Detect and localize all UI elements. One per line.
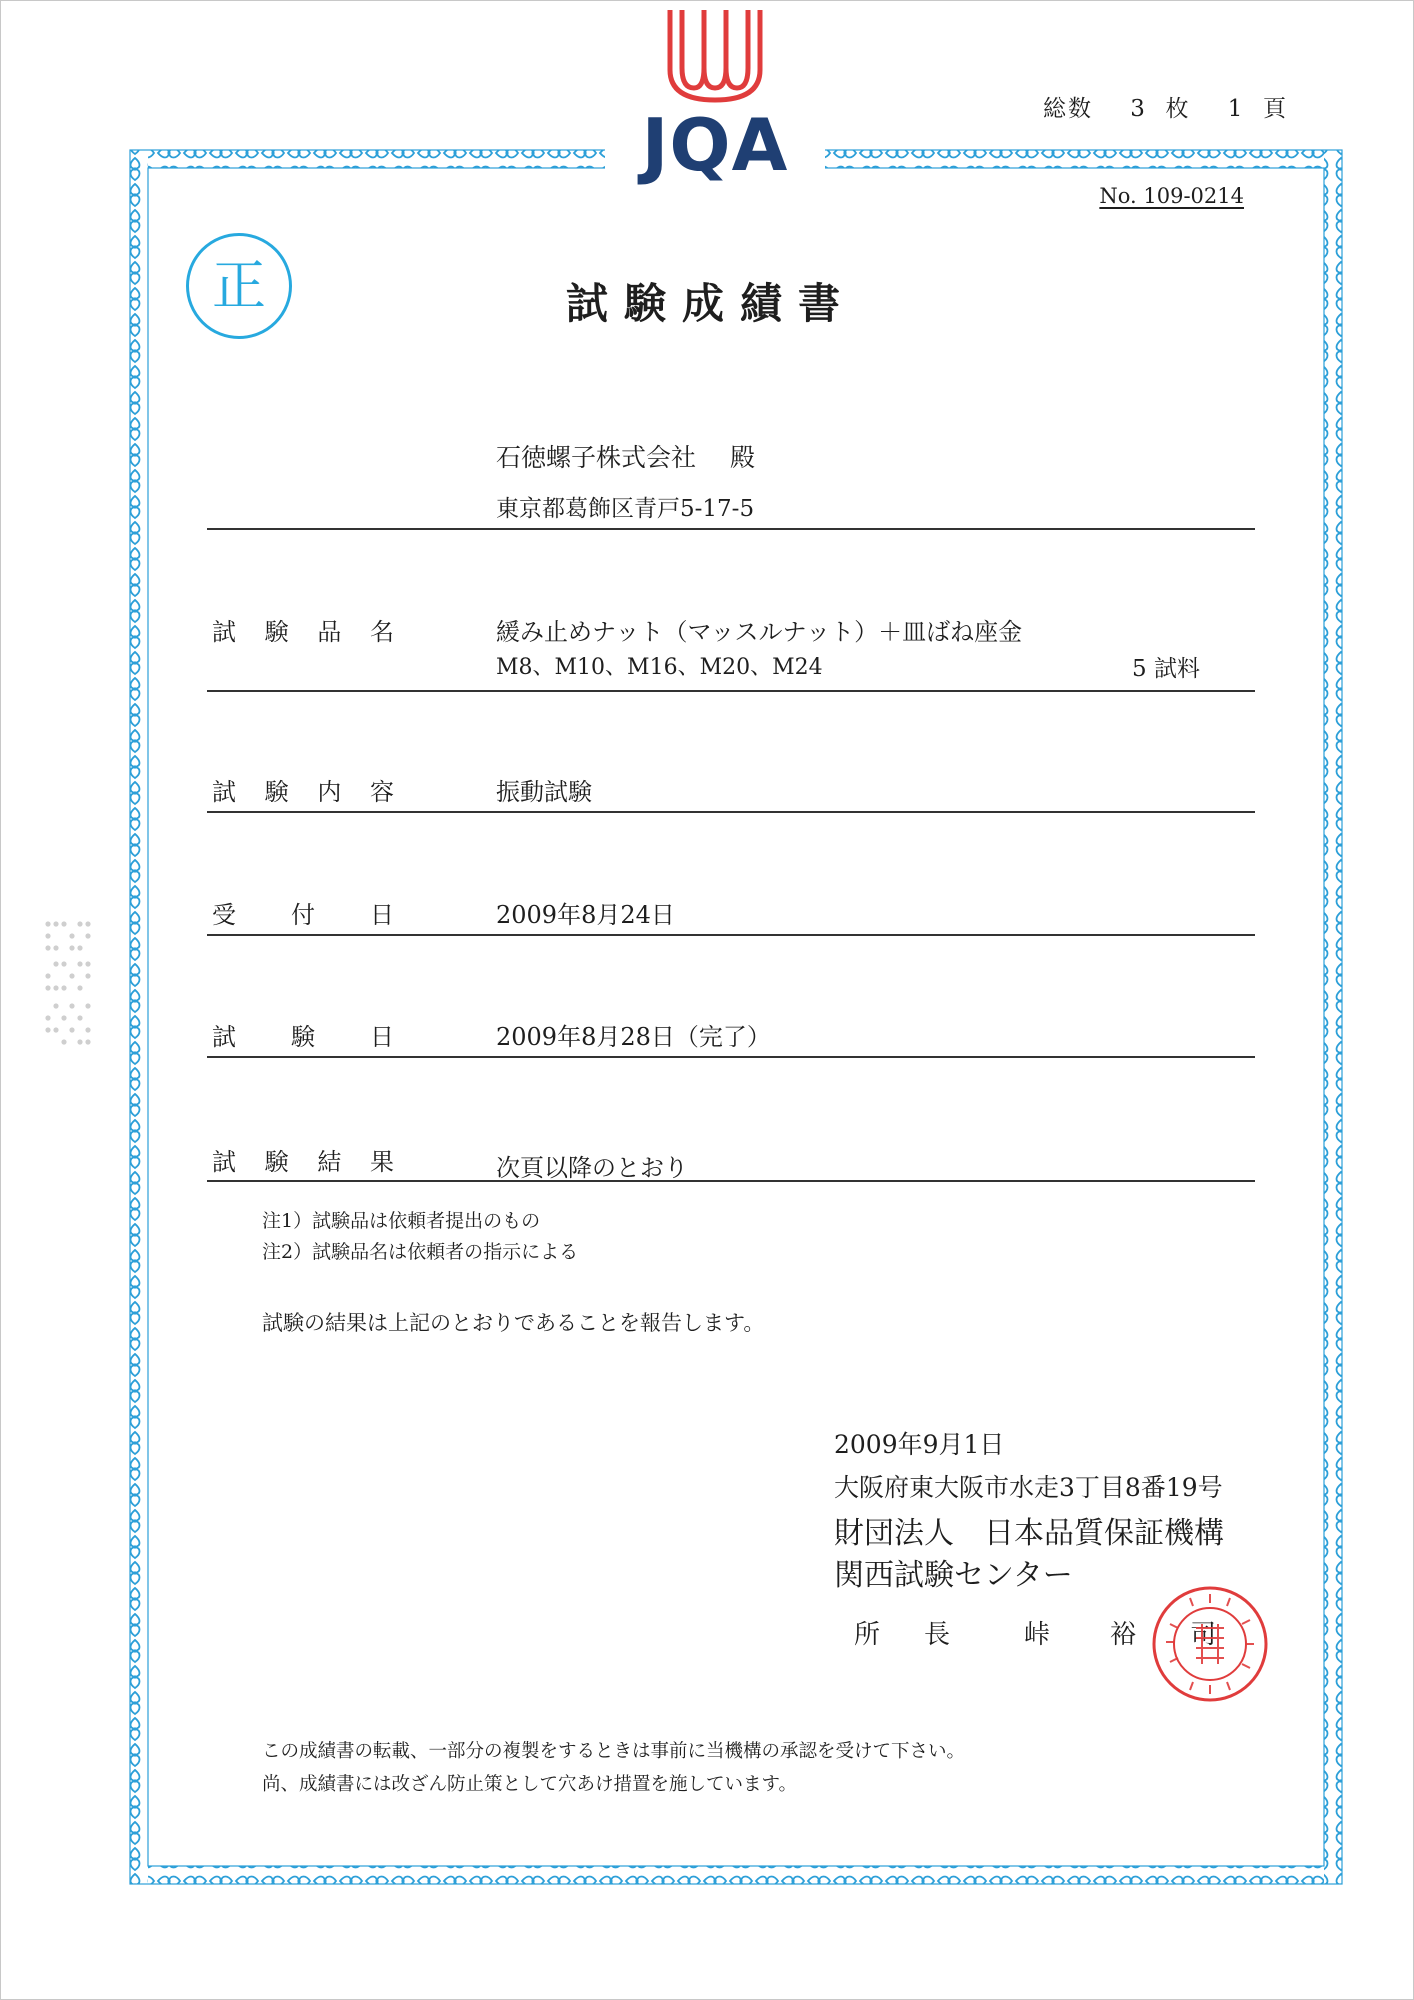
logo-text: JQA xyxy=(641,103,789,187)
addressee-honorific: 殿 xyxy=(730,443,756,472)
divider xyxy=(207,690,1255,692)
sheet-total-unit: 枚 xyxy=(1165,96,1191,122)
page-number: 1 xyxy=(1227,96,1245,122)
punch-holes xyxy=(42,918,102,1058)
report-statement: 試験の結果は上記のとおりであることを報告します。 xyxy=(262,1311,765,1335)
field-value-sizes: M8、M10、M16、M20、M24 xyxy=(496,655,823,680)
jqa-mark-icon xyxy=(660,10,770,105)
note-2: 注2）試験品名は依頼者の指示による xyxy=(262,1241,579,1263)
divider xyxy=(207,1180,1255,1182)
issuer-org: 財団法人 日本品質保証機構 xyxy=(834,1516,1224,1551)
addressee xyxy=(496,438,755,474)
issue-date: 2009年9月1日 xyxy=(834,1430,1005,1459)
divider xyxy=(207,811,1255,813)
note-1: 注1）試験品は依頼者提出のもの xyxy=(262,1210,541,1232)
document-number: No. 109-0214 xyxy=(1099,184,1244,208)
field-label-test-item: 試 験 品 名 xyxy=(212,618,394,646)
footer-note-2: 尚、成績書には改ざん防止策として穴あけ措置を施しています。 xyxy=(262,1774,798,1795)
sheet-count-label: 総数 xyxy=(1042,96,1093,122)
sheet-total: 3 xyxy=(1130,96,1147,122)
sheet-count xyxy=(1043,90,1288,123)
divider xyxy=(207,528,1255,530)
footer-note-1: この成績書の転載、一部分の複製をするときは事前に当機構の承認を受けて下さい。 xyxy=(262,1741,966,1762)
official-seal-icon xyxy=(1150,1584,1270,1704)
page-unit: 頁 xyxy=(1263,96,1288,122)
page-title: 試験成績書 xyxy=(566,279,857,328)
divider xyxy=(207,1056,1255,1058)
issuer-address: 大阪府東大阪市水走3丁目8番19号 xyxy=(834,1473,1223,1502)
jqa-logo xyxy=(605,10,825,187)
addressee-company: 石徳螺子株式会社 xyxy=(496,443,697,472)
field-value-test-item: 緩み止めナット（マッスルナット）＋皿ばね座金 xyxy=(496,618,1023,646)
sample-count: 5 試料 xyxy=(1132,656,1200,682)
issuer-center: 関西試験センター xyxy=(834,1558,1073,1593)
field-label-test-content: 試 験 内 容 xyxy=(212,778,394,806)
field-value-test-result: 次頁以降のとおり xyxy=(496,1154,688,1182)
field-value-received-date: 2009年8月24日 xyxy=(496,901,675,929)
field-value-test-date: 2009年8月28日（完了） xyxy=(496,1023,771,1051)
field-value-test-content: 振動試験 xyxy=(496,778,592,806)
original-stamp: 正 xyxy=(186,233,292,339)
divider xyxy=(207,934,1255,936)
addressee-address: 東京都葛飾区青戸5-17-5 xyxy=(496,496,755,522)
field-label-received-date: 受 付 日 xyxy=(212,901,394,929)
field-label-test-result: 試 験 結 果 xyxy=(212,1148,394,1176)
field-label-test-date: 試 験 日 xyxy=(212,1023,394,1051)
